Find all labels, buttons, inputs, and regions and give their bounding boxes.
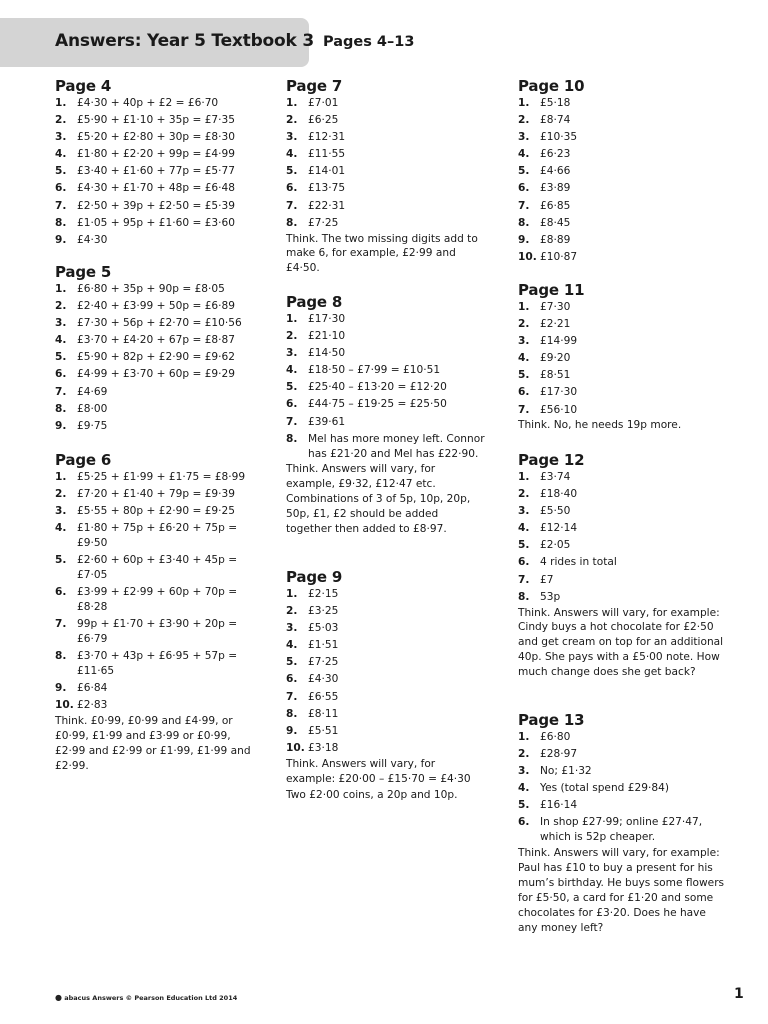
section-page-6 xyxy=(55,451,255,774)
answer-number: 3. xyxy=(286,347,298,360)
answer-number: 2. xyxy=(55,300,67,313)
answer-number: 2. xyxy=(518,114,530,127)
answer-number: 1. xyxy=(518,731,530,743)
answer-number: 4. xyxy=(286,148,298,161)
answer-number: 1. xyxy=(55,283,67,295)
answer-number: 7. xyxy=(286,415,298,428)
answer-number: 5. xyxy=(518,539,530,552)
answer-number: 8. xyxy=(55,402,67,415)
answer-number: 4. xyxy=(55,334,67,347)
answer-number: 4. xyxy=(286,364,298,377)
answer-item xyxy=(55,299,255,314)
answer-item xyxy=(55,487,255,502)
answer-item xyxy=(55,617,255,647)
answer-item xyxy=(286,638,486,653)
answer-item xyxy=(286,415,486,430)
answer-number: 2. xyxy=(55,114,67,127)
answer-text: £5·50 xyxy=(540,505,571,518)
answer-item xyxy=(286,346,486,361)
answer-text: £14·99 xyxy=(540,335,578,348)
answer-text: £7·30 xyxy=(540,301,571,313)
answer-text: £2·40 + £3·99 + 50p = £6·89 xyxy=(77,300,236,313)
section-title: Page 7 xyxy=(286,77,343,95)
answer-number: 2. xyxy=(286,330,298,343)
answer-number: 4. xyxy=(55,148,67,161)
answer-item xyxy=(518,504,728,519)
answer-number: 2. xyxy=(518,318,530,331)
answer-number: 8. xyxy=(286,432,298,445)
answer-number: 2. xyxy=(55,488,67,501)
answer-item xyxy=(518,487,728,502)
answer-number: 3. xyxy=(55,317,67,330)
answer-number: 6. xyxy=(55,368,67,381)
answer-number: 5. xyxy=(286,165,298,178)
answer-text: £3·70 + £4·20 + 67p = £8·87 xyxy=(77,334,236,347)
section-page-11 xyxy=(518,281,728,433)
answer-text: £4·69 xyxy=(77,385,108,398)
answer-item xyxy=(286,147,486,162)
footer-brand: abacus xyxy=(64,994,91,1002)
answer-item xyxy=(55,316,255,331)
answer-text: £8·74 xyxy=(540,114,571,127)
answer-item xyxy=(518,730,728,745)
answer-number: 7. xyxy=(518,403,530,416)
answer-number: 9. xyxy=(55,419,67,432)
section-title: Page 13 xyxy=(518,711,585,729)
answer-item xyxy=(518,590,728,605)
answer-item xyxy=(55,419,255,434)
answer-item xyxy=(286,741,486,756)
section-page-4 xyxy=(55,77,255,248)
answer-number: 1. xyxy=(518,301,530,313)
answer-text: £3·99 + £2·99 + 60p + 70p = £8·28 xyxy=(77,586,238,614)
answer-item xyxy=(518,764,728,779)
answer-number: 8. xyxy=(518,590,530,603)
answer-item xyxy=(55,282,255,297)
answer-text: £17·30 xyxy=(308,313,346,325)
answer-item xyxy=(55,96,255,111)
answer-number: 9. xyxy=(55,233,67,246)
answer-item xyxy=(55,470,255,485)
answer-item xyxy=(55,553,255,583)
answer-item xyxy=(518,351,728,366)
answer-item xyxy=(286,181,486,196)
answer-text: £5·55 + 80p + £2·90 = £9·25 xyxy=(77,505,236,518)
answer-item xyxy=(286,672,486,687)
answer-item xyxy=(286,397,486,412)
answer-item xyxy=(55,164,255,179)
answer-number: 1. xyxy=(518,97,530,109)
answer-number: 4. xyxy=(286,639,298,652)
answer-item xyxy=(518,250,728,265)
answer-item xyxy=(286,363,486,378)
answer-number: 5. xyxy=(518,165,530,178)
answer-text: £8·89 xyxy=(540,233,571,246)
answer-number: 3. xyxy=(518,131,530,144)
answer-item xyxy=(55,681,255,696)
answer-item xyxy=(55,233,255,248)
answer-number: 3. xyxy=(286,622,298,635)
page-number: 1 xyxy=(734,986,744,1002)
answer-text: £56·10 xyxy=(540,403,578,416)
answer-number: 7. xyxy=(286,690,298,703)
answer-number: 7. xyxy=(286,199,298,212)
answer-text: £4·30 + £1·70 + 48p = £6·48 xyxy=(77,182,236,195)
answer-item xyxy=(518,573,728,588)
section-title: Page 10 xyxy=(518,77,585,95)
section-page-7 xyxy=(286,77,486,276)
answer-text: £8·45 xyxy=(540,216,571,229)
answer-text: 4 rides in total xyxy=(540,556,617,569)
answer-text: £1·80 + 75p + £6·20 + 75p = £9·50 xyxy=(77,522,238,550)
section-title: Page 12 xyxy=(518,451,585,469)
answer-item xyxy=(286,329,486,344)
answer-number: 7. xyxy=(55,199,67,212)
answer-text: £6·80 xyxy=(540,731,571,743)
answer-number: 6. xyxy=(518,386,530,399)
answer-item xyxy=(518,403,728,418)
answer-text: £7·01 xyxy=(308,97,339,109)
answer-text: £10·87 xyxy=(540,250,578,263)
section-title: Page 6 xyxy=(55,451,112,469)
think-note: Think. Answers will vary, for example: Paul has £10 to buy a present for his mum’s birthday. He buys some flowers for £5·50, a card for £1·20 and some chocolates for £3·20. Does he have any money left? xyxy=(518,847,725,934)
answer-number: 7. xyxy=(55,385,67,398)
section-title: Page 11 xyxy=(518,281,585,299)
answer-text: £14·01 xyxy=(308,165,346,178)
answer-text: £5·90 + £1·10 + 35p = £7·35 xyxy=(77,114,236,127)
answer-item xyxy=(518,317,728,332)
think-note: Think. Answers will vary, for example: £20·00 – £15·70 = £4·30 xyxy=(286,757,471,785)
answer-item xyxy=(55,147,255,162)
answer-number: 1. xyxy=(55,471,67,483)
footer xyxy=(55,993,237,1002)
answer-text: £5·51 xyxy=(308,724,339,737)
answer-number: 7. xyxy=(55,618,67,631)
answer-item xyxy=(286,216,486,231)
answer-number: 6. xyxy=(55,182,67,195)
answer-item xyxy=(518,113,728,128)
answer-item xyxy=(286,113,486,128)
abacus-logo-icon: ● xyxy=(55,993,62,1002)
answer-text: £39·61 xyxy=(308,415,346,428)
answer-item xyxy=(55,649,255,679)
answer-text: £12·31 xyxy=(308,131,346,144)
answer-text: £3·25 xyxy=(308,605,339,618)
answer-number: 3. xyxy=(286,131,298,144)
answer-item xyxy=(286,621,486,636)
answer-number: 1. xyxy=(286,588,298,600)
answer-item xyxy=(518,130,728,145)
answer-number: 6. xyxy=(518,816,530,829)
answer-item xyxy=(518,781,728,796)
answer-item xyxy=(286,604,486,619)
answer-text: In shop £27·99; online £27·47, which is 52p cheaper. xyxy=(540,816,703,844)
answer-text: £22·31 xyxy=(308,199,346,212)
answer-item xyxy=(518,233,728,248)
answer-item xyxy=(286,130,486,145)
answer-number: 3. xyxy=(55,131,67,144)
answer-text: £4·99 + £3·70 + 60p = £9·29 xyxy=(77,368,236,381)
answer-text: £28·97 xyxy=(540,748,578,761)
answer-item xyxy=(55,130,255,145)
page-title: Answers: Year 5 Textbook 3 xyxy=(55,31,314,51)
answer-number: 7. xyxy=(518,199,530,212)
answer-text: £17·30 xyxy=(540,386,578,399)
answer-text: £7 xyxy=(540,573,554,586)
answer-number: 10. xyxy=(55,699,74,712)
answer-number: 5. xyxy=(55,351,67,364)
answer-text: £6·80 + 35p + 90p = £8·05 xyxy=(77,283,225,295)
pages-range: Pages 4–13 xyxy=(323,34,415,50)
answer-item xyxy=(286,724,486,739)
answer-item xyxy=(518,470,728,485)
think-note: Think. No, he needs 19p more. xyxy=(518,419,682,432)
answer-item xyxy=(55,402,255,417)
answer-text: £14·50 xyxy=(308,347,346,360)
answer-text: £2·05 xyxy=(540,539,571,552)
answer-item xyxy=(518,199,728,214)
answer-text: £3·89 xyxy=(540,182,571,195)
answer-item xyxy=(286,96,486,111)
answer-item xyxy=(286,164,486,179)
answer-item xyxy=(518,555,728,570)
answer-number: 6. xyxy=(286,398,298,411)
answer-text: £16·14 xyxy=(540,799,578,812)
answer-number: 1. xyxy=(55,97,67,109)
answer-text: No; £1·32 xyxy=(540,765,592,778)
answer-number: 6. xyxy=(286,673,298,686)
answer-number: 9. xyxy=(286,724,298,737)
answer-text: £6·25 xyxy=(308,114,339,127)
answer-text: £11·55 xyxy=(308,148,346,161)
answer-item xyxy=(55,216,255,231)
answer-number: 5. xyxy=(55,165,67,178)
answer-item xyxy=(286,432,486,462)
answer-text: £18·50 – £7·99 = £10·51 xyxy=(308,364,441,377)
answer-text: £21·10 xyxy=(308,330,346,343)
answer-text: £6·85 xyxy=(540,199,571,212)
answer-item xyxy=(518,521,728,536)
answer-number: 4. xyxy=(518,782,530,795)
answer-item xyxy=(518,368,728,383)
answer-number: 6. xyxy=(286,182,298,195)
answer-text: £4·30 xyxy=(308,673,339,686)
answer-number: 6. xyxy=(55,586,67,599)
answer-text: £3·70 + 43p + £6·95 + 57p = £11·65 xyxy=(77,650,238,678)
answer-text: £1·80 + £2·20 + 99p = £4·99 xyxy=(77,148,236,161)
answer-number: 4. xyxy=(518,522,530,535)
answer-item xyxy=(55,333,255,348)
answer-number: 9. xyxy=(55,682,67,695)
section-title: Page 9 xyxy=(286,568,343,586)
answer-text: £4·66 xyxy=(540,165,571,178)
answer-number: 2. xyxy=(518,748,530,761)
think-note: Think. The two missing digits add to make 6, for example, £2·99 and £4·50. xyxy=(286,232,478,275)
answer-item xyxy=(286,655,486,670)
answer-text: £3·18 xyxy=(308,741,339,754)
answer-number: 8. xyxy=(286,216,298,229)
answer-item xyxy=(55,113,255,128)
answer-number: 3. xyxy=(518,765,530,778)
answer-item xyxy=(518,164,728,179)
answer-text: Mel has more money left. Connor has £21·20 and Mel has £22·90. xyxy=(308,432,485,460)
answer-item xyxy=(286,690,486,705)
answer-text: £1·51 xyxy=(308,639,339,652)
answer-text: £7·20 + £1·40 + 79p = £9·39 xyxy=(77,488,236,501)
answer-text: Yes (total spend £29·84) xyxy=(540,782,669,795)
answer-text: £2·50 + 39p + £2·50 = £5·39 xyxy=(77,199,236,212)
answer-text: £8·51 xyxy=(540,369,571,382)
answer-number: 3. xyxy=(518,505,530,518)
answer-item xyxy=(286,199,486,214)
answer-text: £6·84 xyxy=(77,682,108,695)
answer-item xyxy=(55,199,255,214)
think-note: Think. £0·99, £0·99 and £4·99, or £0·99, £1·99 and £3·99 or £0·99, £2·99 and £2·99 or £1·99, £1·99 and £2·99. xyxy=(55,715,251,772)
answer-number: 2. xyxy=(286,605,298,618)
answer-item xyxy=(55,504,255,519)
answer-text: £9·75 xyxy=(77,419,108,432)
answer-item xyxy=(518,96,728,111)
answer-item xyxy=(55,585,255,615)
answer-text: £5·20 + £2·80 + 30p = £8·30 xyxy=(77,131,236,144)
answer-number: 5. xyxy=(518,369,530,382)
answer-text: £25·40 – £13·20 = £12·20 xyxy=(308,381,447,394)
answer-number: 5. xyxy=(518,799,530,812)
answer-item xyxy=(518,147,728,162)
answer-item xyxy=(518,334,728,349)
answer-number: 1. xyxy=(286,97,298,109)
answer-item xyxy=(518,300,728,315)
answer-number: 1. xyxy=(286,313,298,325)
answer-item xyxy=(55,521,255,551)
answer-text: £5·25 + £1·99 + £1·75 = £8·99 xyxy=(77,471,246,483)
answer-number: 2. xyxy=(286,114,298,127)
answer-text: £6·23 xyxy=(540,148,571,161)
answer-number: 3. xyxy=(55,505,67,518)
answer-number: 5. xyxy=(286,656,298,669)
answer-item xyxy=(518,181,728,196)
answer-item xyxy=(286,312,486,327)
answer-text: £8·00 xyxy=(77,402,108,415)
answer-item xyxy=(286,587,486,602)
answer-number: 8. xyxy=(518,216,530,229)
footer-text: Answers © Pearson Education Ltd 2014 xyxy=(92,994,238,1002)
answer-number: 5. xyxy=(286,381,298,394)
answer-text: 53p xyxy=(540,590,561,603)
answer-text: £2·21 xyxy=(540,318,571,331)
answer-item xyxy=(55,350,255,365)
answer-text: £4·30 xyxy=(77,233,108,246)
section-page-5 xyxy=(55,263,255,434)
answer-item xyxy=(518,815,728,845)
section-page-10 xyxy=(518,77,728,265)
answer-number: 4. xyxy=(518,148,530,161)
answer-text: £44·75 – £19·25 = £25·50 xyxy=(308,398,447,411)
answer-number: 3. xyxy=(518,335,530,348)
section-title: Page 5 xyxy=(55,263,112,281)
answer-text: £8·11 xyxy=(308,707,339,720)
think-note: Two £2·00 coins, a 20p and 10p. xyxy=(286,788,458,801)
answer-text: £6·55 xyxy=(308,690,339,703)
answer-text: £5·18 xyxy=(540,97,571,109)
answer-text: £5·90 + 82p + £2·90 = £9·62 xyxy=(77,351,236,364)
answer-number: 4. xyxy=(55,522,67,535)
answer-text: £13·75 xyxy=(308,182,346,195)
answer-number: 7. xyxy=(518,573,530,586)
answer-number: 8. xyxy=(55,216,67,229)
answer-item xyxy=(518,747,728,762)
answer-item xyxy=(518,216,728,231)
answer-item xyxy=(55,181,255,196)
section-page-8 xyxy=(286,293,486,537)
answer-item xyxy=(518,538,728,553)
section-title: Page 8 xyxy=(286,293,343,311)
answer-number: 5. xyxy=(55,554,67,567)
answer-text: £2·60 + 60p + £3·40 + 45p = £7·05 xyxy=(77,554,238,582)
answer-text: £3·40 + £1·60 + 77p = £5·77 xyxy=(77,165,236,178)
answer-text: £2·15 xyxy=(308,588,339,600)
section-page-13 xyxy=(518,711,728,936)
answer-text: £1·05 + 95p + £1·60 = £3·60 xyxy=(77,216,236,229)
think-note: Think. Answers will vary, for example: Cindy buys a hot chocolate for £2·50 and get cream on top for an additional 40p. She pays with a £5·00 note. How much change does she get back? xyxy=(518,606,724,679)
answer-number: 4. xyxy=(518,352,530,365)
answer-text: £5·03 xyxy=(308,622,339,635)
answer-number: 6. xyxy=(518,182,530,195)
answer-text: £3·74 xyxy=(540,471,571,483)
answer-text: 99p + £1·70 + £3·90 + 20p = £6·79 xyxy=(77,618,238,646)
answer-text: £12·14 xyxy=(540,522,578,535)
answer-text: £4·30 + 40p + £2 = £6·70 xyxy=(77,97,219,109)
answer-number: 1. xyxy=(518,471,530,483)
section-title: Page 4 xyxy=(55,77,112,95)
answer-item xyxy=(286,707,486,722)
answer-number: 9. xyxy=(518,233,530,246)
answer-text: £7·25 xyxy=(308,216,339,229)
answer-text: £10·35 xyxy=(540,131,578,144)
think-note: Think. Answers will vary, for example, £9·32, £12·47 etc. Combinations of 3 of 5p, 10p, 20p, 50p, £1, £2 should be added together then added to £8·97. xyxy=(286,463,471,536)
answer-item xyxy=(55,367,255,382)
answer-text: £7·25 xyxy=(308,656,339,669)
answer-number: 10. xyxy=(286,741,305,754)
answer-number: 6. xyxy=(518,556,530,569)
section-page-12 xyxy=(518,451,728,680)
answer-number: 8. xyxy=(286,707,298,720)
answer-text: £7·30 + 56p + £2·70 = £10·56 xyxy=(77,317,242,330)
answer-text: £9·20 xyxy=(540,352,571,365)
answer-item xyxy=(518,798,728,813)
answer-text: £2·83 xyxy=(77,699,108,712)
answer-item xyxy=(518,385,728,400)
answer-number: 10. xyxy=(518,250,537,263)
section-page-9 xyxy=(286,568,486,802)
answer-item xyxy=(55,385,255,400)
answer-text: £18·40 xyxy=(540,488,578,501)
answer-item xyxy=(55,698,255,713)
answer-number: 8. xyxy=(55,650,67,663)
answer-item xyxy=(286,380,486,395)
answer-number: 2. xyxy=(518,488,530,501)
